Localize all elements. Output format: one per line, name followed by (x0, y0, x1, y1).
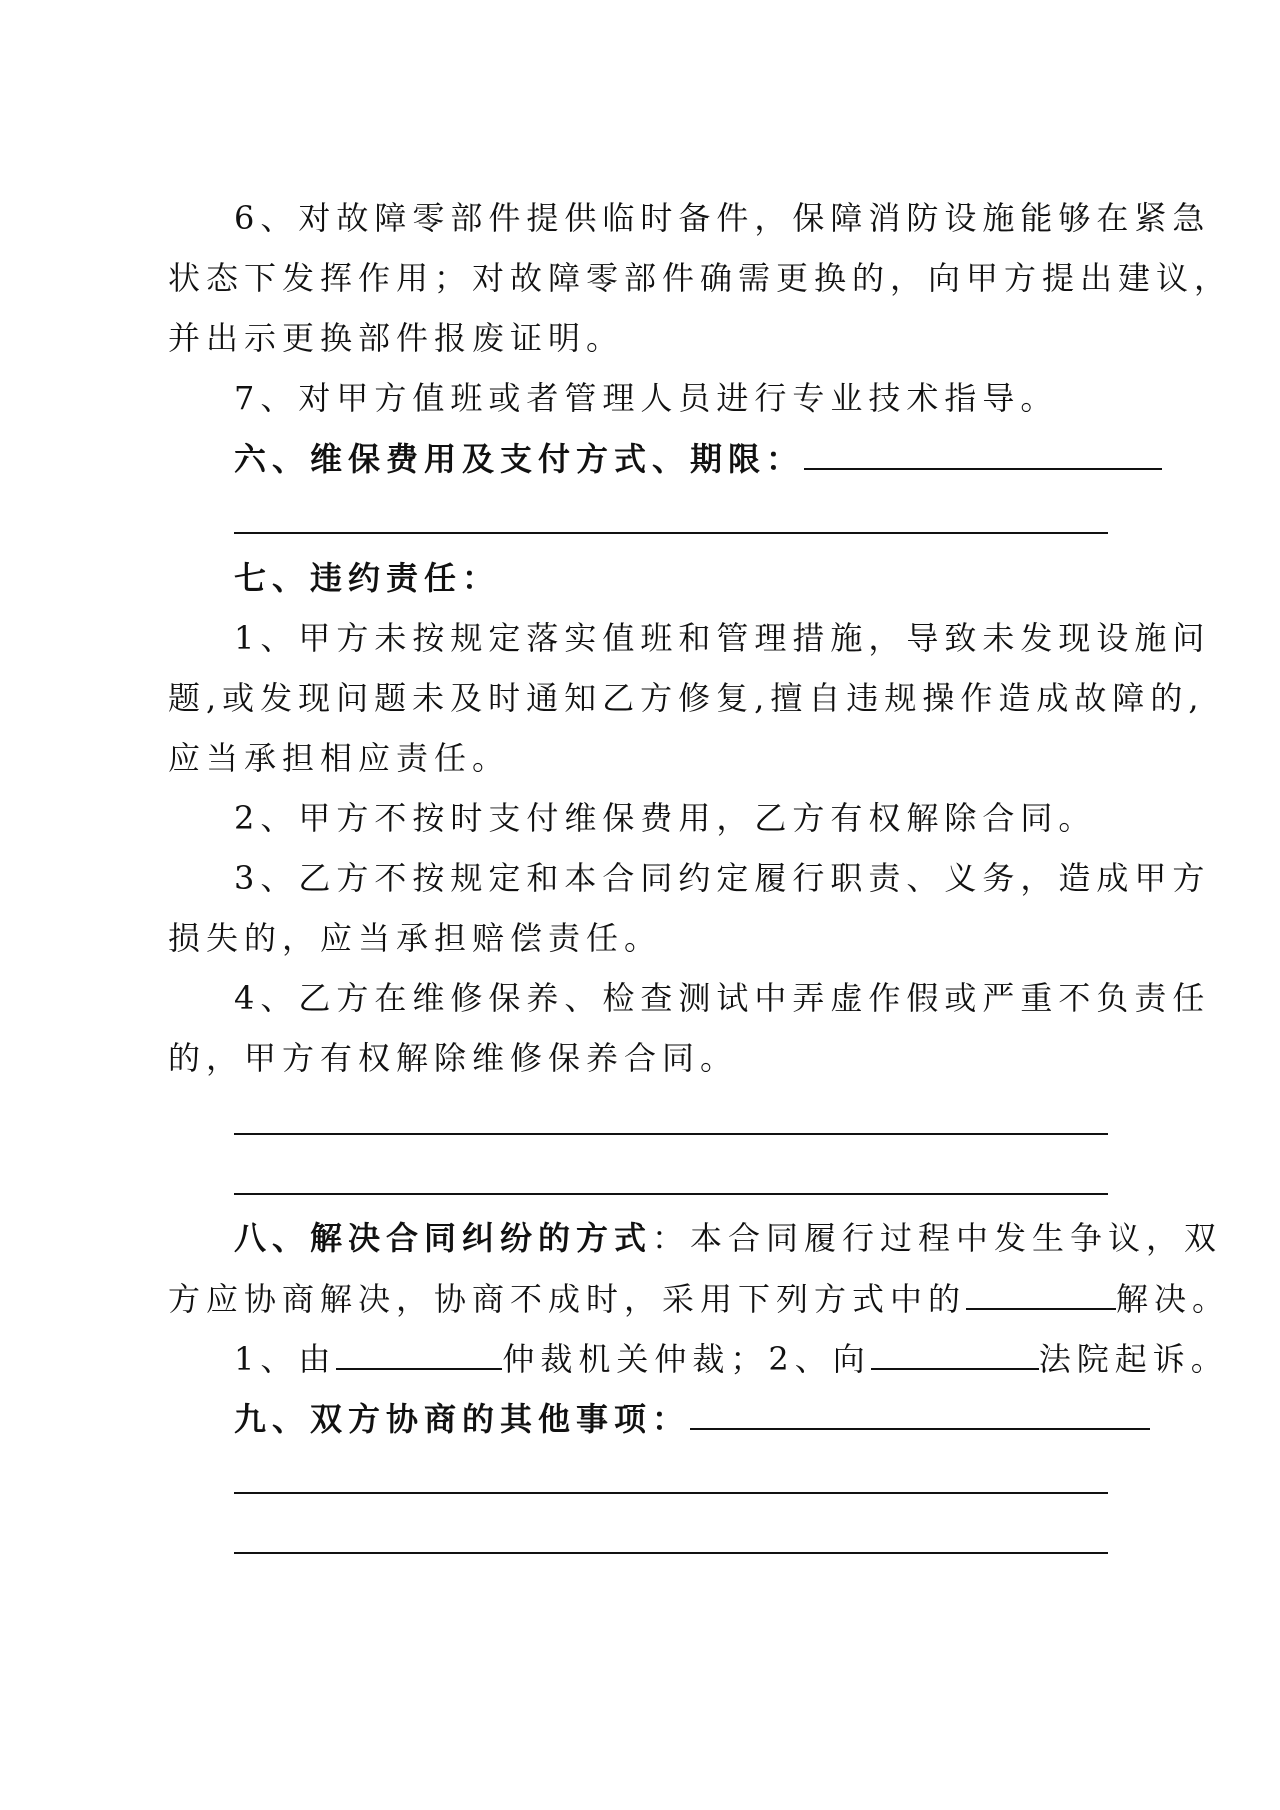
clause7-item1-line1: 1、甲方未按规定落实值班和管理措施，导致未发现设施问 (234, 619, 1211, 657)
clause7-item1-line3: 应当承担相应责任。 (168, 739, 511, 777)
clause7-item2: 2、甲方不按时支付维保费用，乙方有权解除合同。 (234, 799, 1097, 837)
clause7-blank-line-1[interactable] (234, 1133, 1108, 1135)
clause8-line3 (234, 1338, 1229, 1379)
clause6-heading: 六、维保费用及支付方式、期限： (234, 440, 805, 478)
clause7-item3-line1: 3、乙方不按规定和本合同约定履行职责、义务，造成甲方 (234, 859, 1211, 897)
arbitration-body-blank[interactable] (336, 1338, 502, 1370)
clause8-line1-rest: ：本合同履行过程中发生争议，双 (652, 1219, 1223, 1257)
other-matters-line-2[interactable] (234, 1492, 1108, 1494)
clause8-line3-part3: 法院起诉。 (1038, 1340, 1229, 1378)
clause5-item7: 7、对甲方值班或者管理人员进行专业技术指导。 (234, 379, 1059, 417)
other-matters-line-3[interactable] (234, 1552, 1108, 1554)
clause8-line3-part2: 仲裁机关仲裁；2、向 (502, 1340, 871, 1378)
clause7-blank-line-2[interactable] (234, 1193, 1108, 1195)
clause9-heading: 九、双方协商的其他事项： (234, 1400, 691, 1438)
clause5-item6-line1: 6、对故障零部件提供临时备件，保障消防设施能够在紧急 (234, 199, 1211, 237)
other-matters-blank[interactable] (690, 1398, 1150, 1430)
clause7-heading: 七、违约责任： (234, 559, 501, 597)
dispute-method-blank[interactable] (966, 1278, 1116, 1310)
clause5-item6-line3: 并出示更换部件报废证明。 (168, 319, 625, 357)
clause8-line1 (234, 1218, 1223, 1258)
clause8-line3-part1: 1、由 (234, 1340, 337, 1378)
clause7-item4-line1: 4、乙方在维修保养、检查测试中弄虚作假或严重不负责任 (234, 979, 1211, 1017)
clause7-item1-line2: 题,或发现问题未及时通知乙方修复,擅自违规操作造成故障的, (168, 679, 1205, 717)
clause5-item6-line2: 状态下发挥作用；对故障零部件确需更换的，向甲方提出建议， (168, 259, 1233, 297)
fee-blank[interactable] (804, 438, 1162, 470)
court-blank[interactable] (871, 1338, 1039, 1370)
clause8-line2 (168, 1278, 1231, 1319)
clause6-heading-line (234, 438, 1108, 479)
fee-blank-line-2[interactable] (234, 532, 1108, 534)
clause7-item4-line2: 的，甲方有权解除维修保养合同。 (168, 1039, 739, 1077)
clause8-line2-end: 解决。 (1116, 1280, 1231, 1318)
clause9-heading-line (234, 1398, 1108, 1439)
clause8-heading: 八、解决合同纠纷的方式 (234, 1219, 653, 1257)
clause8-line2-start: 方应协商解决，协商不成时，采用下列方式中的 (168, 1280, 967, 1318)
clause7-item3-line2: 损失的，应当承担赔偿责任。 (168, 919, 663, 957)
